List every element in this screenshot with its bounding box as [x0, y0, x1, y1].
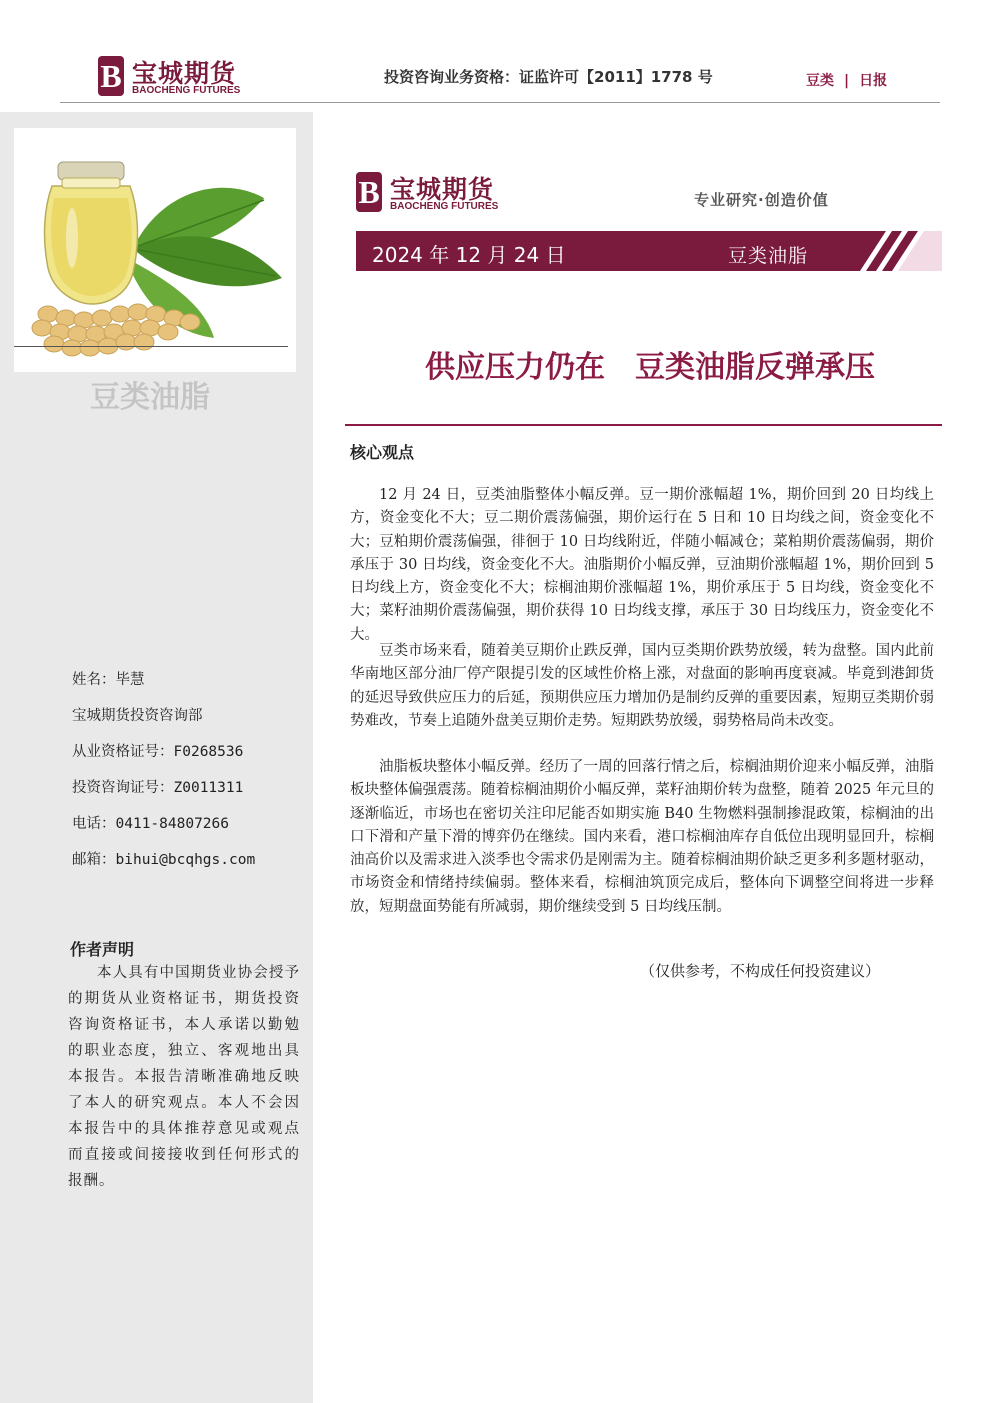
report-category: 豆类油脂 [728, 245, 809, 267]
report-logo-text: 宝城期货 [390, 175, 495, 204]
svg-text:B: B [100, 58, 122, 94]
oil-jar-soybean-image [14, 128, 296, 372]
author-statement-body: 本人具有中国期货业协会授予的期货从业资格证书，期货投资咨询资格证书，本人承诺以勤勉的职业态度，独立、客观地出具本报告。本报告清晰准确地反映了本人的研究观点。本人不会因本报告中的具体推荐意见或观点而直接或间接接收到任何形式的报酬。 [68, 965, 300, 1189]
sidebar-category-title: 豆类油脂 [90, 380, 210, 415]
photo-divider [14, 346, 288, 347]
tag-category: 豆类 [806, 73, 834, 89]
company-slogan: 专业研究·创造价值 [694, 191, 829, 209]
author-statement-title: 作者声明 [70, 940, 135, 959]
report-logo [356, 170, 526, 216]
author-phone: 电话：0411-84807266 [72, 816, 229, 832]
report-type-tags [806, 70, 887, 90]
author-consult-cert: 投资咨询证号：Z0011311 [72, 780, 244, 796]
report-headline: 供应压力仍在 豆类油脂反弹承压 [425, 350, 875, 385]
header-logo-english: BAOCHENG FUTURES [132, 85, 241, 96]
disclaimer: （仅供参考，不构成任何投资建议） [640, 962, 881, 980]
header-divider [60, 102, 940, 103]
author-qualification: 从业资格证号：F0268536 [72, 744, 244, 760]
core-view-title: 核心观点 [350, 443, 415, 462]
paragraph-soybean-analysis: 豆类市场来看，随着美豆期价止跌反弹，国内豆类期价跌势放缓，转为盘整。国内此前华南地区部分油厂停产限提引发的区域性价格上涨，对盘面的影响再度衰减。毕竟到港卸货的延迟导致供应压力的后延，预期供应压力增加仍是制约反弹的重要因素，短期豆类期价弱势难改，节奏上追随外盘美豆期价走势。短期跌势放缓，弱势格局尚未改变。 [350, 643, 934, 729]
brand-logo-icon [98, 54, 128, 98]
product-photo [14, 128, 296, 372]
header-logo [98, 54, 258, 100]
report-date: 2024 年 12 月 24 日 [372, 243, 566, 267]
tag-frequency: 日报 [859, 73, 888, 89]
report-logo-english: BAOCHENG FUTURES [390, 201, 499, 212]
paragraph-market-summary: 12 月 24 日，豆类油脂整体小幅反弹。豆一期价涨幅超 1%，期价回到 20 日均线上方，资金变化不大；豆二期价震荡偏强，期价运行在 5 日和 10 日均线之间，资金变化不大；豆粕期价震荡偏强，徘徊于 10 日均线附近，伴随小幅减仓；菜粕期价震荡偏弱，期价承压于 30 日均线，资金变化不大。油脂期价小幅反弹，豆油期价涨幅超 1%，期价回到 5 日均线上方，资金变化不大；棕榈油期价涨幅超 1%，期价承压于 5 日均线，资金变化不大；菜籽油期价震荡偏强，期价获得 10 日均线支撑，承压于 30 日均线压力，资金变化不大。 [350, 487, 934, 643]
brand-logo-icon [356, 170, 386, 214]
header-logo-text: 宝城期货 [132, 59, 237, 88]
license-text: 投资咨询业务资格：证监许可【2011】1778 号 [384, 68, 713, 86]
tag-separator: | [844, 73, 850, 89]
svg-text:B: B [358, 174, 380, 210]
headline-divider [345, 424, 942, 426]
author-name: 姓名：毕慧 [72, 672, 145, 688]
author-department: 宝城期货投资咨询部 [72, 708, 203, 724]
author-email: 邮箱：bihui@bcqhgs.com [72, 852, 256, 868]
paragraph-oils-analysis: 油脂板块整体小幅反弹。经历了一周的回落行情之后，棕榈油期价迎来小幅反弹，油脂板块整体偏强震荡。随着棕榈油期价小幅反弹，菜籽油期价转为盘整，随着 2025 年元旦的逐渐临近，市场也在密切关注印尼能否如期实施 B40 生物燃料强制掺混政策，棕榈油的出口下滑和产量下滑的博弈仍在继续。国内来看，港口棕榈油库存自低位出现明显回升，棕榈油高价以及需求进入淡季也令需求仍是刚需为主。随着棕榈油期价缺乏更多利多题材驱动，市场资金和情绪持续偏弱。整体来看，棕榈油筑顶完成后，整体向下调整空间将进一步释放，短期盘面势能有所减弱，期价继续受到 5 日均线压制。 [350, 759, 934, 915]
